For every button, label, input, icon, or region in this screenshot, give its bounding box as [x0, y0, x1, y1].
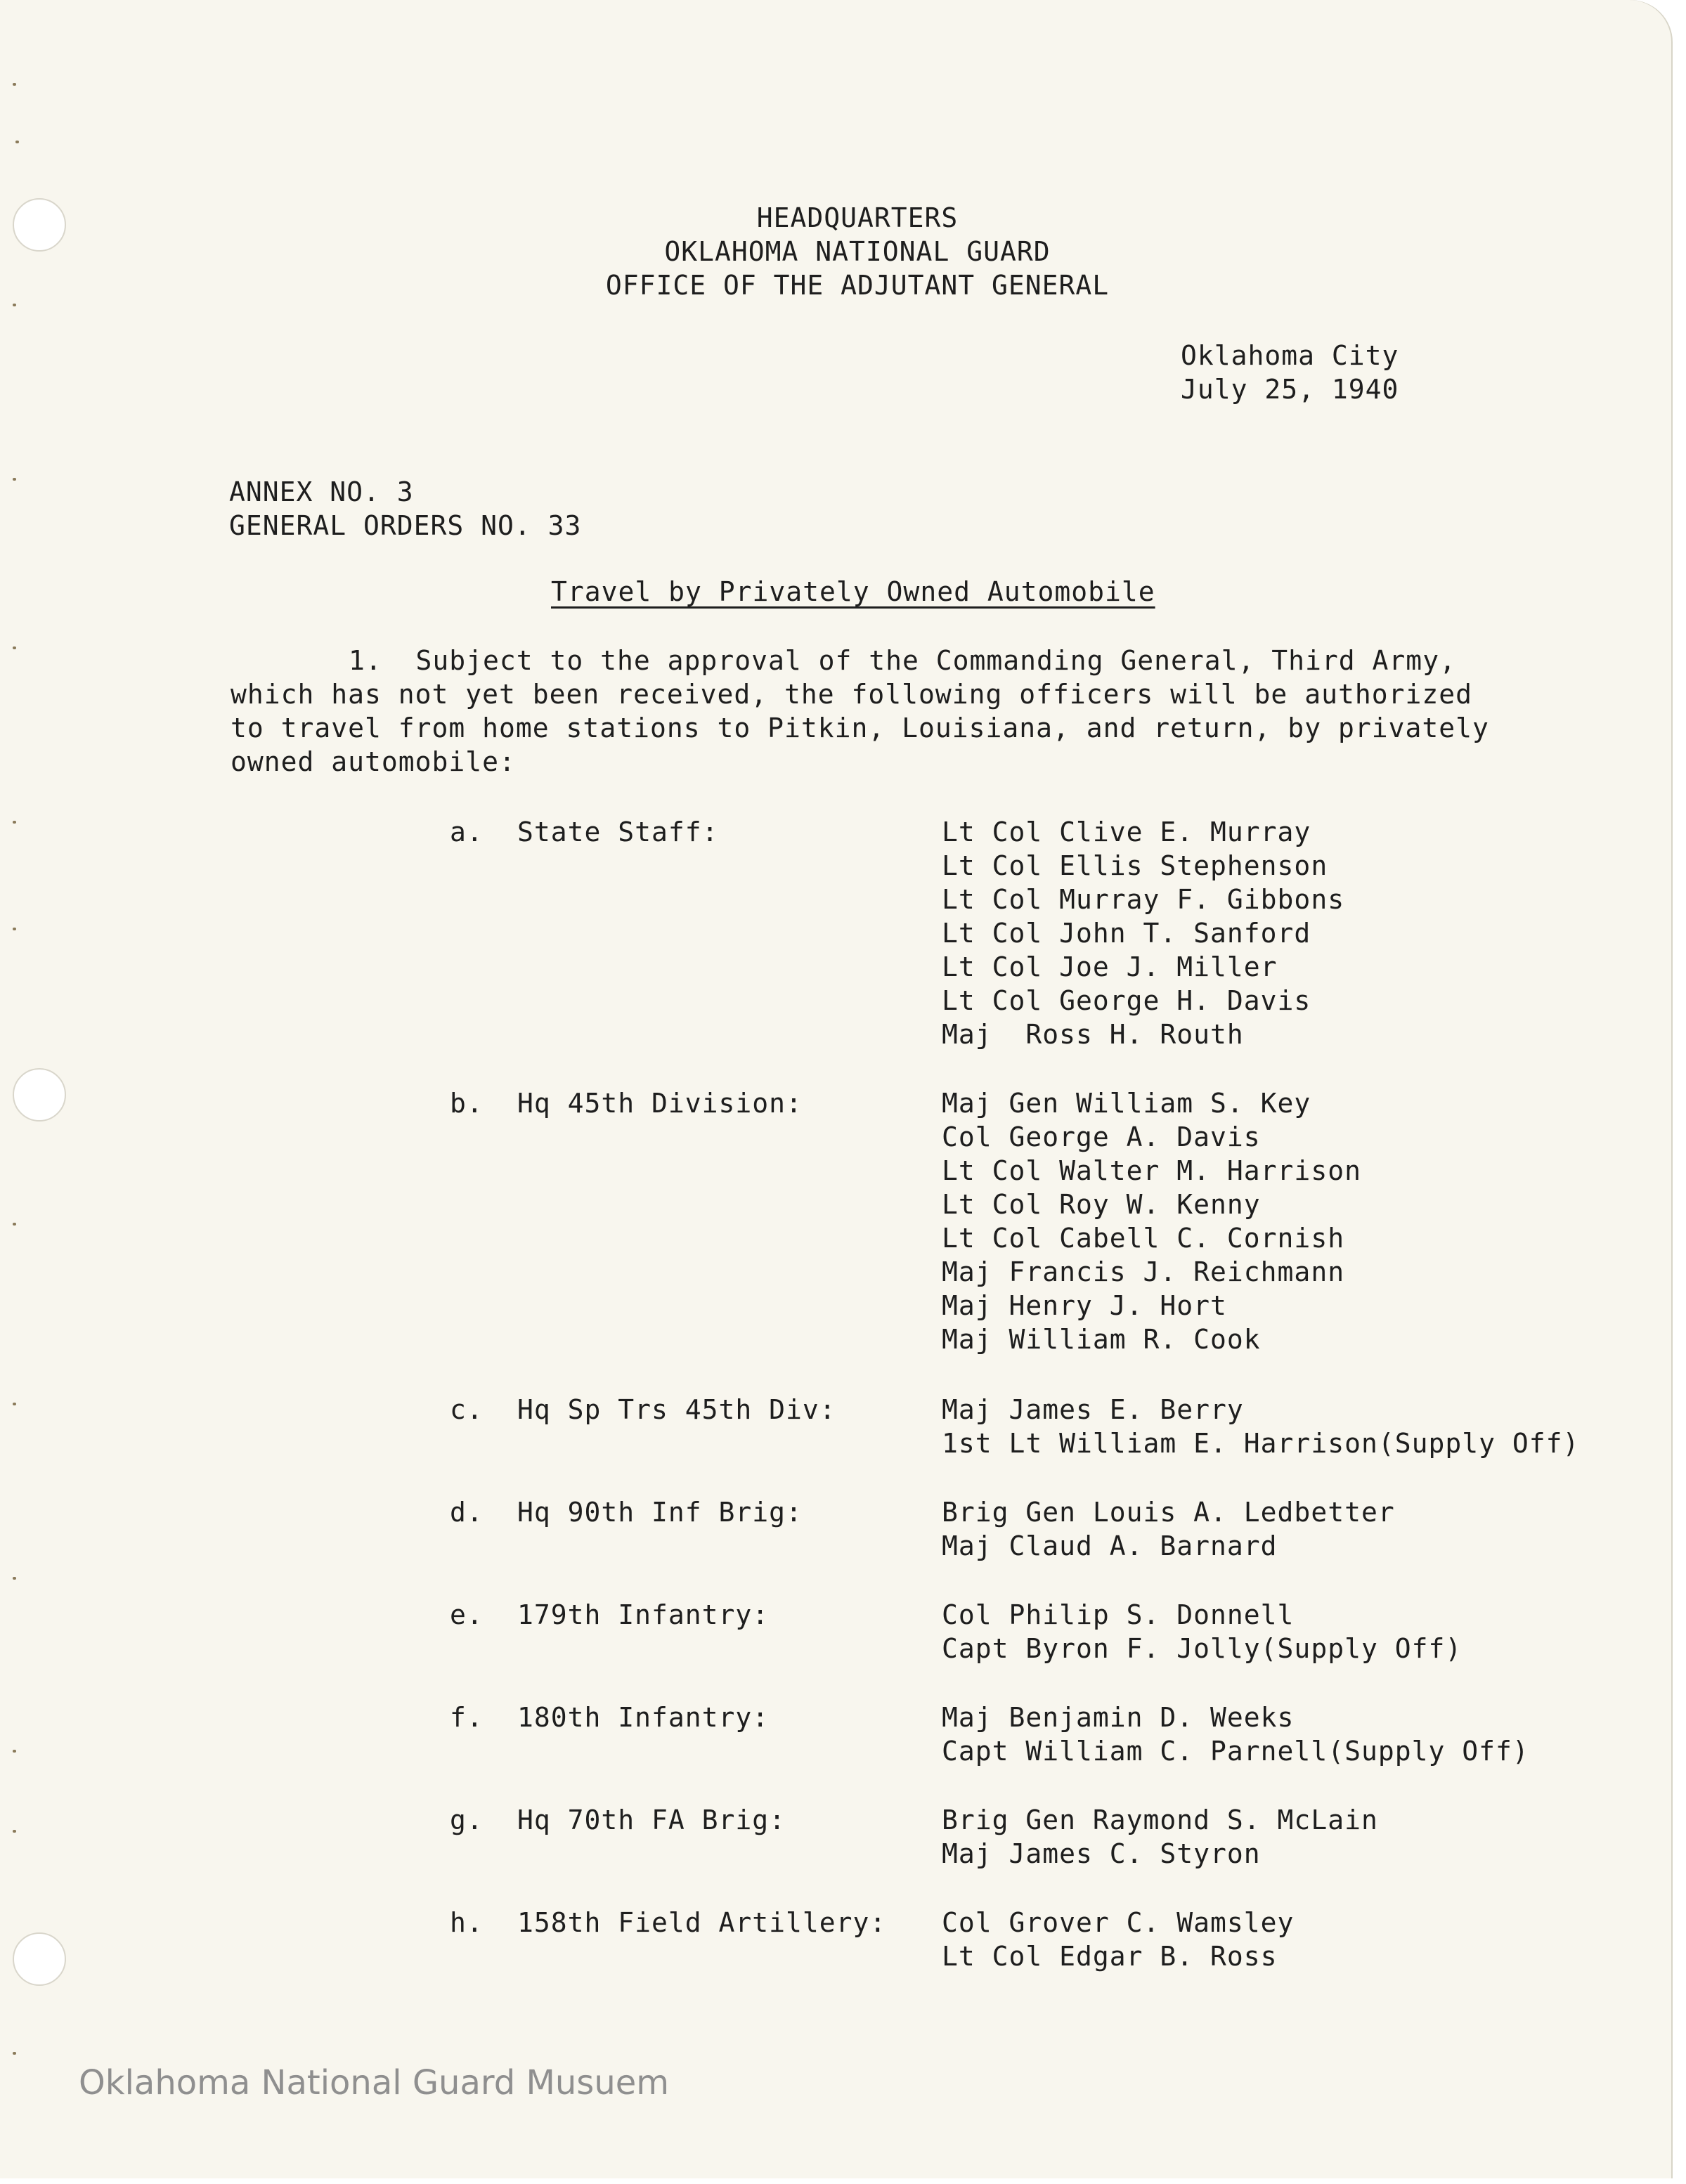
officer-name: Brig Gen Raymond S. McLain [942, 1805, 1378, 1835]
officer-name: Maj Claud A. Barnard [942, 1530, 1278, 1561]
officer-name: Lt Col Clive E. Murray [942, 817, 1311, 847]
binder-mark [13, 478, 16, 481]
officer-name: Col George A. Davis [942, 1122, 1261, 1152]
punch-hole [13, 1068, 66, 1122]
officer-name: Lt Col Ellis Stephenson [942, 850, 1328, 881]
section-unit: State Staff: [517, 817, 719, 847]
binder-mark [13, 1223, 16, 1226]
officer-name: Brig Gen Louis A. Ledbetter [942, 1497, 1395, 1528]
header-organization: OKLAHOMA NATIONAL GUARD [664, 236, 1051, 267]
binder-mark [13, 1577, 16, 1580]
museum-watermark: Oklahoma National Guard Musuem [79, 2063, 670, 2102]
binder-mark [13, 304, 16, 306]
general-orders-number: GENERAL ORDERS NO. 33 [229, 510, 582, 541]
section-unit: 180th Infantry: [517, 1702, 770, 1733]
officer-name: Maj James E. Berry [942, 1394, 1244, 1425]
section-letter: b. [450, 1088, 484, 1119]
section-letter: f. [450, 1702, 484, 1733]
binder-mark [13, 646, 16, 649]
officer-name: Lt Col John T. Sanford [942, 918, 1311, 949]
officer-name: Maj Francis J. Reichmann [942, 1256, 1345, 1287]
officer-name: Maj William R. Cook [942, 1324, 1261, 1355]
officer-name: Maj Benjamin D. Weeks [942, 1702, 1295, 1733]
binder-mark [15, 141, 19, 143]
document-title: Travel by Privately Owned Automobile [551, 576, 1155, 607]
paragraph-line: 1. Subject to the approval of the Commanding General, Third Army, [349, 645, 1456, 676]
paragraph-line: which has not yet been received, the following officers will be authorized [231, 679, 1472, 710]
paragraph-line: owned automobile: [231, 746, 516, 777]
officer-name: Lt Col Walter M. Harrison [942, 1155, 1361, 1186]
section-letter: g. [450, 1805, 484, 1835]
binder-mark [13, 83, 16, 86]
punch-hole [13, 1932, 66, 1986]
officer-name: Lt Col George H. Davis [942, 985, 1311, 1016]
section-unit: Hq 45th Division: [517, 1088, 803, 1119]
officer-name: Col Philip S. Donnell [942, 1599, 1295, 1630]
officer-name: Maj Ross H. Routh [942, 1019, 1244, 1050]
binder-mark [13, 1830, 16, 1833]
section-letter: d. [450, 1497, 484, 1528]
officer-name: Lt Col Murray F. Gibbons [942, 884, 1345, 915]
place-city: Oklahoma City [1181, 340, 1399, 371]
officer-name: Maj Gen William S. Key [942, 1088, 1311, 1119]
officer-name: Maj Henry J. Hort [942, 1290, 1227, 1321]
section-letter: h. [450, 1907, 484, 1938]
section-unit: Hq Sp Trs 45th Div: [517, 1394, 836, 1425]
section-unit: Hq 70th FA Brig: [517, 1805, 786, 1835]
section-letter: a. [450, 817, 484, 847]
binder-mark [13, 821, 16, 824]
officer-name: Capt Byron F. Jolly(Supply Off) [942, 1633, 1463, 1664]
section-letter: c. [450, 1394, 484, 1425]
officer-name: Lt Col Roy W. Kenny [942, 1189, 1261, 1220]
officer-name: Col Grover C. Wamsley [942, 1907, 1295, 1938]
paragraph-line: to travel from home stations to Pitkin, Louisiana, and return, by privately [231, 713, 1489, 743]
section-unit: 158th Field Artillery: [517, 1907, 887, 1938]
punch-hole [13, 198, 66, 252]
document-date: July 25, 1940 [1181, 374, 1399, 405]
binder-mark [13, 1403, 16, 1405]
officer-name: Lt Col Joe J. Miller [942, 951, 1278, 982]
officer-name: Capt William C. Parnell(Supply Off) [942, 1736, 1529, 1767]
section-unit: Hq 90th Inf Brig: [517, 1497, 803, 1528]
officer-name: Lt Col Cabell C. Cornish [942, 1223, 1345, 1254]
officer-name: 1st Lt William E. Harrison(Supply Off) [942, 1428, 1580, 1459]
binder-mark [13, 928, 16, 930]
section-letter: e. [450, 1599, 484, 1630]
header-office: OFFICE OF THE ADJUTANT GENERAL [605, 270, 1110, 301]
section-unit: 179th Infantry: [517, 1599, 770, 1630]
annex-number: ANNEX NO. 3 [229, 476, 414, 507]
binder-mark [13, 2052, 16, 2055]
officer-name: Lt Col Edgar B. Ross [942, 1941, 1278, 1972]
header-headquarters: HEADQUARTERS [756, 202, 959, 233]
officer-name: Maj James C. Styron [942, 1838, 1261, 1869]
binder-mark [13, 1750, 16, 1753]
